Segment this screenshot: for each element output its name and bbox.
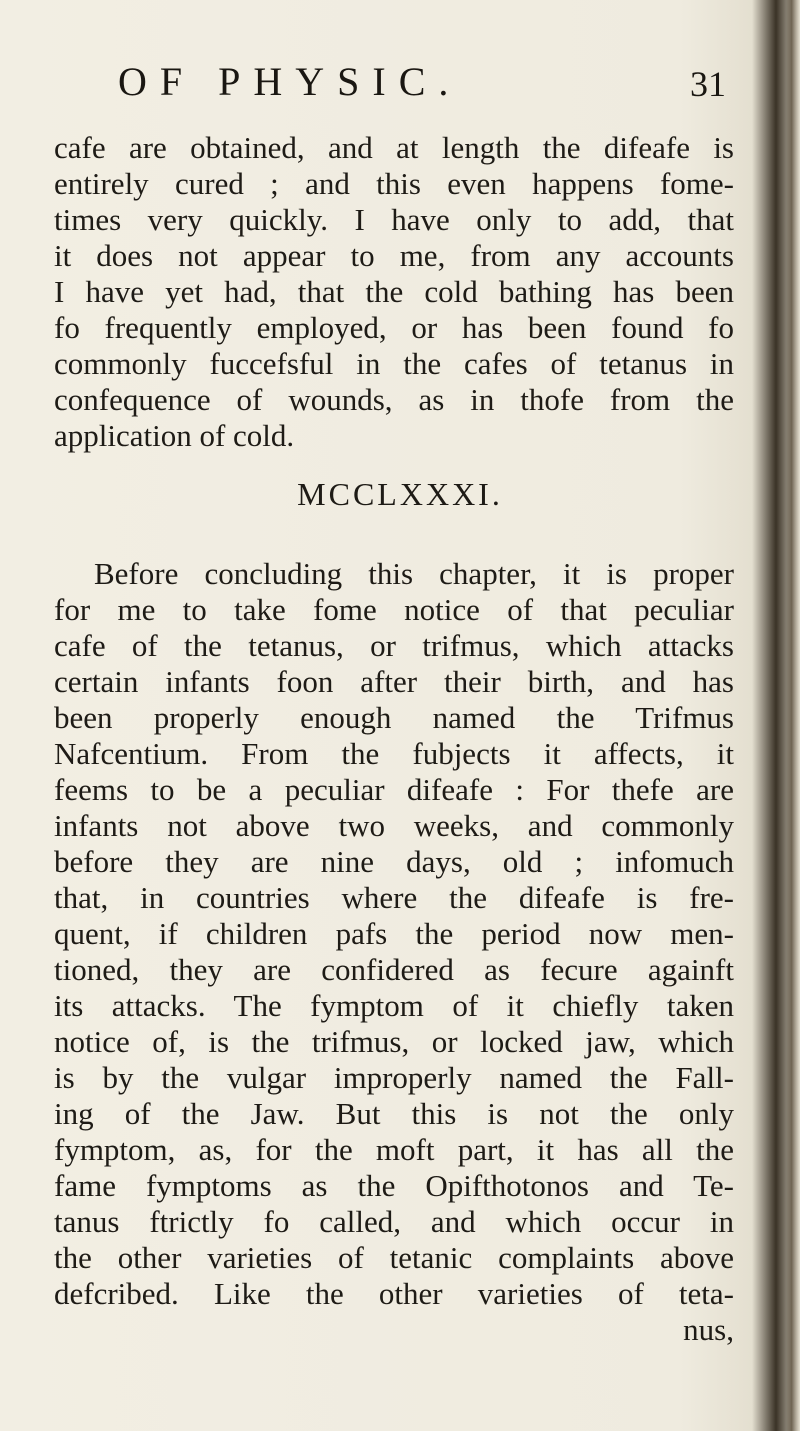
- text-line: it does not appear to me, from any accounts: [54, 238, 734, 273]
- text-line: that, in countries where the difeafe is fre-: [54, 880, 734, 915]
- section-number: MCCLXXXI.: [297, 476, 503, 512]
- text-line: tanus ftrictly fo called, and which occur in: [54, 1204, 734, 1239]
- text-line: cafe are obtained, and at length the difeafe is: [54, 130, 734, 165]
- text-line: infants not above two weeks, and commonly: [54, 808, 734, 843]
- text-line: entirely cured ; and this even happens fome-: [54, 166, 734, 201]
- text-line: commonly fuccefsful in the cafes of tetanus in: [54, 346, 734, 381]
- running-head: OF PHYSIC.: [118, 59, 462, 104]
- text-line: fo frequently employed, or has been found fo: [54, 310, 734, 345]
- text-line: times very quickly. I have only to add, that: [54, 202, 734, 237]
- text-line: certain infants foon after their birth, and has: [54, 664, 734, 699]
- text-line: is by the vulgar improperly named the Fall-: [54, 1060, 734, 1095]
- page-edge-shadow: [786, 0, 800, 1431]
- text-line: quent, if children pafs the period now men-: [54, 916, 734, 951]
- text-line: application of cold.: [54, 418, 295, 453]
- text-line: Nafcentium. From the fubjects it affects, it: [54, 736, 734, 771]
- text-line: fame fymptoms as the Opifthotonos and Te-: [54, 1168, 734, 1203]
- page-header: [0, 60, 800, 110]
- text-line: before they are nine days, old ; infomuch: [54, 844, 734, 879]
- text-line: been properly enough named the Trifmus: [54, 700, 734, 735]
- text-line: its attacks. The fymptom of it chiefly taken: [54, 988, 734, 1023]
- page-number: 31: [690, 64, 726, 104]
- text-line: fymptom, as, for the moft part, it has all the: [54, 1132, 734, 1167]
- text-line: notice of, is the trifmus, or locked jaw, which: [54, 1024, 734, 1059]
- text-line: ing of the Jaw. But this is not the only: [54, 1096, 734, 1131]
- text-line: cafe of the tetanus, or trifmus, which attacks: [54, 628, 734, 663]
- text-line: tioned, they are confidered as fecure againft: [54, 952, 734, 987]
- catchword: nus,: [683, 1312, 734, 1347]
- text-line: the other varieties of tetanic complaints above: [54, 1240, 734, 1275]
- text-line: for me to take fome notice of that peculiar: [54, 592, 734, 627]
- text-line: I have yet had, that the cold bathing has been: [54, 274, 734, 309]
- text-line: confequence of wounds, as in thofe from the: [54, 382, 734, 417]
- text-line: feems to be a peculiar difeafe : For thefe are: [54, 772, 734, 807]
- text-line: defcribed. Like the other varieties of teta-: [54, 1276, 734, 1311]
- text-line: Before concluding this chapter, it is proper: [94, 556, 734, 591]
